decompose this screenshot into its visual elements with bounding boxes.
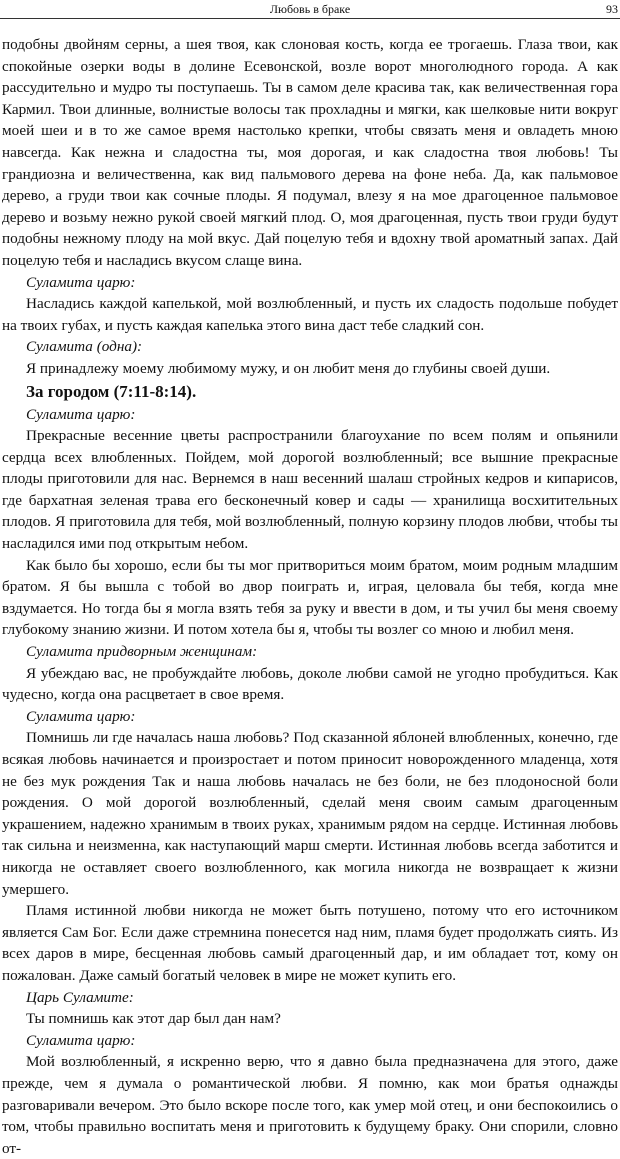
speaker-line: Царь Суламите: [26, 988, 134, 1006]
running-header [0, 0, 620, 19]
speaker-line: Суламита (одна): [26, 338, 143, 356]
running-title: Любовь в браке [269, 2, 351, 16]
speaker-line: Суламита царю: [26, 1031, 136, 1049]
body-paragraph: Ты помнишь как этот дар был дан нам? [26, 1010, 281, 1028]
speaker-line: Суламита придворным женщинам: [26, 643, 258, 661]
body-paragraph: Пламя истинной любви никогда не может быть потушено, потому что его источником является Сам Бог. Если даже стремнина понесется над ним, пламя будет продолжать сиять. Из всех даров в мире, бесценная любовь самый драгоценный дар, и им обладает тот, кому он пожалован. Даже самый богатый человек в мире не может купить его. [2, 902, 618, 984]
speaker-line: Суламита царю: [26, 273, 136, 291]
body-paragraph: Помнишь ли где началась наша любовь? Под сказанной яблоней влюбленных, конечно, где всякая любовь начинается и произростает и потом приносит новорожденного младенца, хотя не без мук рождения Так и наша любовь началась не без боли, не без плодоносной боли рождения. О мой дорогой возлюбленный, сделай меня своим самым драгоценным украшением, надежно хранимым в твоих руках, хранимым рядом на сердце. Истинная любовь так сильна и неизменна, как наступающий марш смерти. Истинная любовь всегда заботится и никогда не оставляет своего возлюбленного, как могила никогда не возвращает к жизни умершего. [2, 729, 618, 898]
body-paragraph: Я принадлежу моему любимому мужу, и он любит меня до глубины своей души. [26, 359, 551, 377]
body-paragraph: Я убеждаю вас, не пробуждайте любовь, доколе любви самой не угодно пробудиться. Как чудесно, когда она расцветает в свое время. [2, 664, 618, 704]
speaker-line: Суламита царю: [26, 405, 136, 423]
body-paragraph: Насладись каждой капелькой, мой возлюбленный, и пусть их сладость подольше побудет на твоих губах, и пусть каждая капелька этого вина даст тебе сладкий сон. [2, 295, 618, 334]
body-paragraph: Прекрасные весенние цветы распространили благоухание по всем полям и опьянили сердца всех влюбленных. Пойдем, мой дорогой возлюбленный; все вышние прекрасные плоды приготовили для нас. Вернемся в наш весенний шалаш стройных кедров и кипарисов, где бархатная зеленая трава его бесконечный ковер и сады — хранилища восхитительных плодов. Я приготовила для тебя, мой возлюбленный, полную корзину плодов любви, чтобы ты насладился ими под открытым небом. [2, 427, 618, 553]
body-paragraph: подобны двойням серны, а шея твоя, как слоновая кость, когда ее трогаешь. Глаза твои, как спокойные озерки воды в долине Есевонской, возле ворот многолюдного города. А как рассудительно и мудро ты поступаешь. Ты в самом деле красива так, как величественная гора Кармил. Твои длинные, волнистые волосы так прохладны и мягки, как шелковые нити вокруг моей шеи и в то же самое время настолько крепки, чтобы связать меня и овладеть мною навсегда. Как нежна и сладостна ты, моя дорогая, и как сладостна твоя любовь! Ты грандиозна и величественна, как вид пальмового дерева на фоне неба. Да, как пальмовое дерево, а груди твои как сочные плоды. Я подумал, влезу я на мое драгоценное пальмовое дерево и возьму нежно рукой своей мягкий плод. О, моя драгоценная, пусть твои груди будут подобны нежному плоду на мой вкус. Дай поцелую тебя и вдохну твой ароматный запах. Дай поцелую тебя и насладись вкусом слаще вина. [2, 36, 618, 269]
section-heading: За городом (7:11-8:14). [26, 381, 197, 401]
body-paragraph: Мой возлюбленный, я искренно верю, что я давно была предназначена для этого, даже прежде, чем я думала о романтической любви. Я помню, как мои братья однажды разговаривали вечером. Это было вскоре после того, как умер мой отец, и они беспокоились о том, чтобы правильно воспитать меня и приготовить к будущему браку. Они спорили, словно от- [2, 1053, 618, 1157]
speaker-line: Суламита царю: [26, 707, 136, 725]
page-number: 93 [606, 2, 618, 16]
page-body [2, 34, 618, 1159]
body-paragraph: Как было бы хорошо, если бы ты мог притвориться моим братом, моим родным младшим братом. Я бы вышла с тобой во двор поиграть и, играя, целовала бы тебя, когда мне вздумается. Но тогда бы я могла взять тебя за руку и ввести в дом, и ты учил бы меня своему глубокому знанию жизни. И потом хотела бы я, чтобы ты возлег со мною и любил меня. [2, 556, 618, 639]
